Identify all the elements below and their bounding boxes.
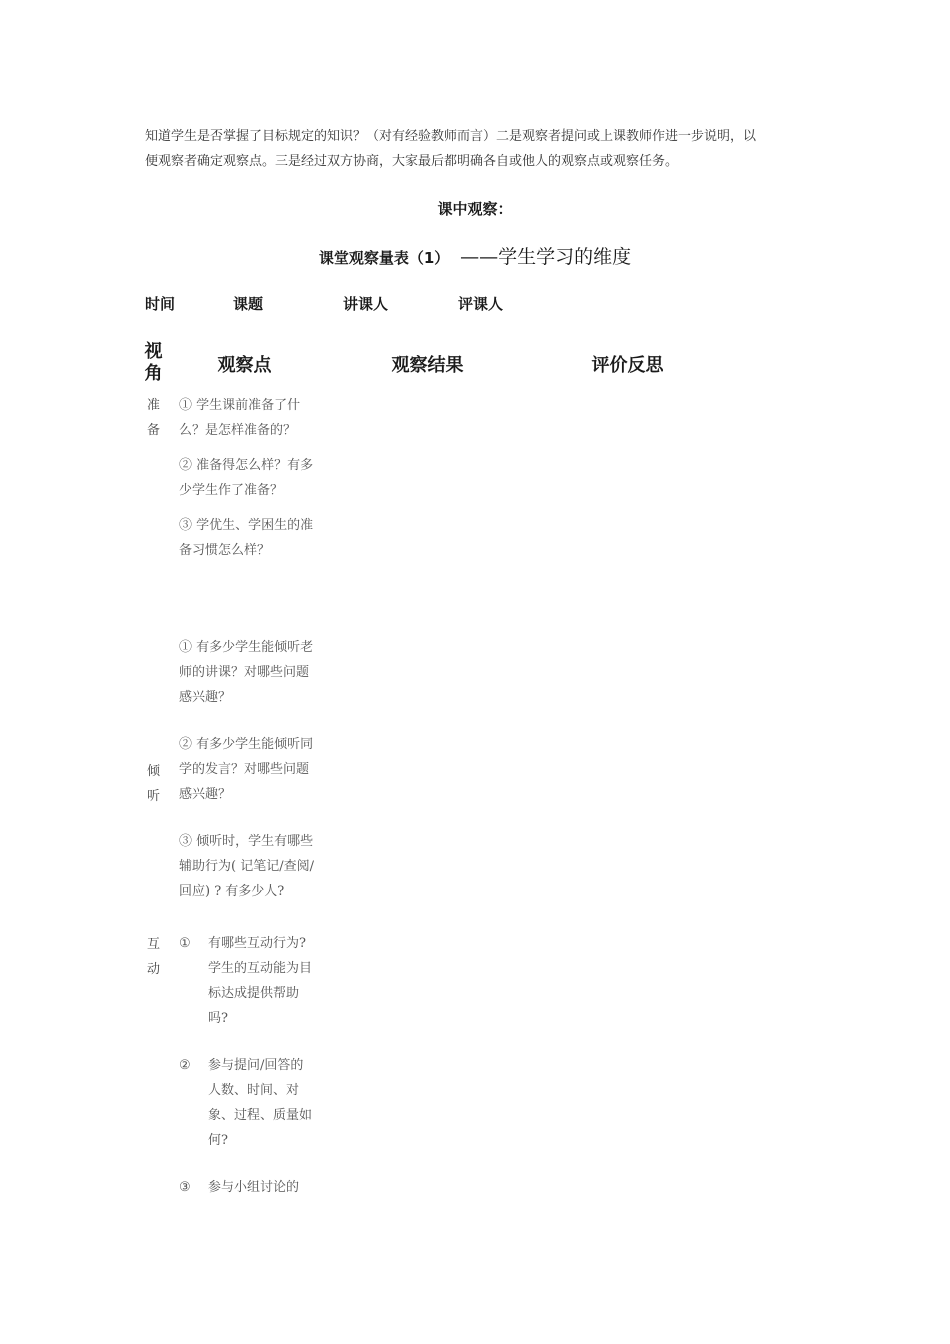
meta-topic-label: 课题 (233, 295, 264, 313)
section-heading: 课中观察： (437, 200, 513, 218)
point-number: ② (179, 1058, 191, 1073)
observation-point: ② 有多少学生能倾听同学的发言？对哪些问题感兴趣？ (179, 737, 314, 802)
meta-time-label: 时间 (145, 295, 176, 313)
points-interact (179, 931, 315, 1210)
intro-line-2: 便观察者确定观察点。三是经过双方协商，大家最后都明确各自或他人的观察点或观察任务。 (145, 154, 679, 169)
header-angle (137, 341, 170, 385)
point-text: 参与提问/回答的人数、时间、对象、过程、质量如何? (208, 1058, 313, 1148)
point-text: 参与小组讨论的 (208, 1180, 300, 1195)
intro-line-1: 知道学生是否掌握了目标规定的知识？（对有经验教师而言）二是观察者提问或上课教师作进一步说明，以 (145, 129, 757, 144)
table-header-border (135, 388, 950, 390)
table-col-divider-2 (319, 338, 321, 1200)
angle-char: 倾 (146, 764, 160, 779)
table-title (0, 242, 950, 269)
point-number: ① (179, 936, 191, 951)
meta-evaluator-label: 评课人 (458, 295, 504, 313)
point-number: ③ (179, 1180, 191, 1195)
observation-point: ③ 学优生、学困生的准备习惯怎么样？ (179, 518, 314, 558)
header-angle-line-1: 视 (144, 341, 163, 362)
intro-paragraph (145, 124, 825, 174)
observation-point: ② 准备得怎么样？有多少学生作了准备？ (179, 458, 314, 498)
header-points: 观察点 (217, 355, 272, 376)
table-title-main: 课堂观察量表（1） (318, 249, 450, 267)
header-reflection: 评价反思 (591, 355, 664, 376)
table-title-sub: ——学生学习的维度 (460, 246, 632, 268)
angle-char: 互 (146, 937, 160, 952)
angle-char: 准 (146, 398, 160, 413)
header-angle-line-2: 角 (144, 363, 163, 384)
angle-char: 动 (146, 962, 160, 977)
angle-char: 备 (146, 423, 160, 438)
observation-point: ① 有多少学生能倾听老师的讲课？对哪些问题感兴趣？ (179, 640, 314, 705)
points-listen (179, 635, 315, 914)
observation-point: ③ 倾听时，学生有哪些辅助行为( 记笔记/查阅/回应) ? 有多少人? (179, 834, 314, 899)
observation-point (179, 1053, 315, 1153)
header-results: 观察结果 (391, 355, 464, 376)
row-angle-prepare (137, 393, 170, 443)
row-angle-interact (137, 932, 170, 982)
points-prepare (179, 393, 315, 573)
meta-lecturer-label: 讲课人 (343, 295, 389, 313)
observation-point: ① 学生课前准备了什么？是怎样准备的？ (179, 398, 301, 438)
row-angle-listen (137, 759, 170, 809)
angle-char: 听 (146, 789, 160, 804)
observation-point (179, 931, 315, 1031)
table-col-divider-3 (534, 338, 535, 1200)
point-text: 有哪些互动行为? 学生的互动能为目标达成提供帮助吗? (208, 936, 313, 1026)
meta-row (0, 293, 950, 317)
observation-point (179, 1175, 315, 1200)
